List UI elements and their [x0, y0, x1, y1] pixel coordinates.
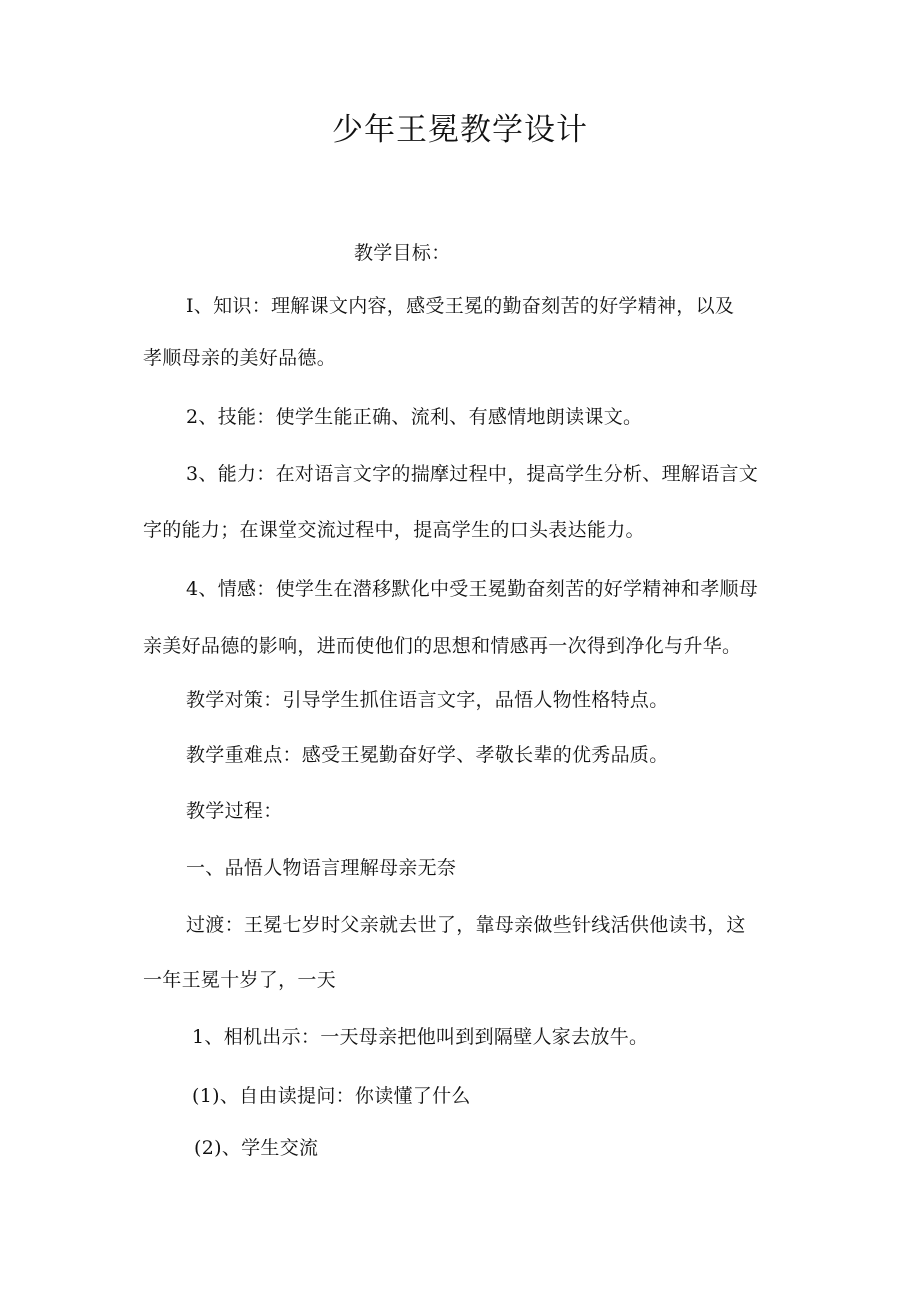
emotion-objective-line1: 4、情感：使学生在潜移默化中受王冕勤奋刻苦的好学精神和孝顺母	[186, 578, 759, 600]
teaching-strategy: 教学对策：引导学生抓住语言文字，品悟人物性格特点。	[186, 689, 669, 711]
section1-heading: 一、品悟人物语言理解母亲无奈	[186, 857, 457, 879]
skill-objective: 2、技能：使学生能正确、流利、有感情地朗读课文。	[186, 406, 643, 428]
knowledge-objective-line1: I、知识：理解课文内容，感受王冕的勤奋刻苦的好学精神，以及	[186, 295, 735, 317]
objectives-heading: 教学目标：	[354, 242, 451, 264]
process-heading: 教学过程：	[186, 800, 283, 822]
item-1: 1、相机出示：一天母亲把他叫到到隔壁人家去放牛。	[192, 1026, 649, 1048]
transition-line1: 过渡：王冕七岁时父亲就去世了，靠母亲做些针线活供他读书，这	[186, 914, 746, 936]
transition-line2: 一年王冕十岁了，一天	[143, 969, 337, 991]
document-title: 少年王冕教学设计	[332, 112, 588, 148]
ability-objective-line2: 字的能力；在课堂交流过程中，提高学生的口头表达能力。	[143, 519, 645, 541]
ability-objective-line1: 3、能力：在对语言文字的揣摩过程中，提高学生分析、理解语言文	[186, 463, 759, 485]
sub-item-2: (2)、学生交流	[194, 1137, 319, 1159]
sub-item-1: (1)、自由读提问：你读懂了什么	[192, 1085, 471, 1107]
emotion-objective-line2: 亲美好品德的影响，进而使他们的思想和情感再一次得到净化与升华。	[143, 635, 742, 657]
key-points: 教学重难点：感受王冕勤奋好学、孝敬长辈的优秀品质。	[186, 744, 669, 766]
knowledge-objective-line2: 孝顺母亲的美好品德。	[143, 347, 337, 369]
